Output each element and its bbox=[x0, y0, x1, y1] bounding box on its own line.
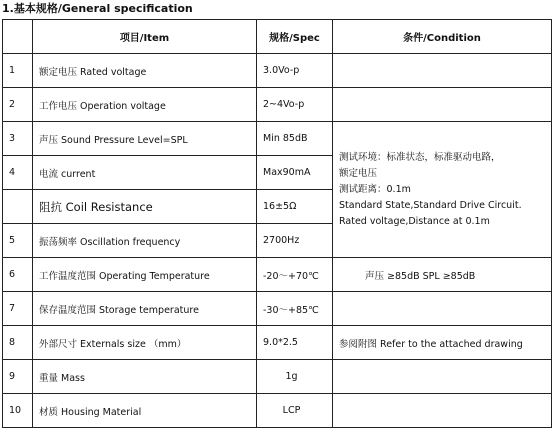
row-condition bbox=[333, 54, 552, 88]
header-condition: 条件/Condition bbox=[333, 20, 552, 54]
row-condition: 声压 ≥85dB SPL ≥85dB bbox=[333, 258, 552, 292]
row-condition bbox=[333, 292, 552, 326]
row-number: 1 bbox=[3, 54, 33, 88]
row-spec: 9.0*2.5 bbox=[257, 326, 333, 360]
row-item: 工作电压 Operation voltage bbox=[33, 88, 257, 122]
row-condition bbox=[333, 88, 552, 122]
row-number bbox=[3, 190, 33, 224]
row-condition: 参阅附图 Refer to the attached drawing bbox=[333, 326, 552, 360]
row-spec: -30～+85℃ bbox=[257, 292, 333, 326]
row-condition bbox=[333, 394, 552, 428]
section-title: 1.基本规格/General specification bbox=[2, 2, 193, 15]
row-number: 2 bbox=[3, 88, 33, 122]
row-condition bbox=[333, 360, 552, 394]
row-item: 振荡频率 Oscillation frequency bbox=[33, 224, 257, 258]
row-number: 5 bbox=[3, 224, 33, 258]
condition-line: 测试距离：0.1m bbox=[339, 183, 411, 195]
row-number: 8 bbox=[3, 326, 33, 360]
header-item: 项目/Item bbox=[33, 20, 257, 54]
condition-line: Rated voltage,Distance at 0.1m bbox=[339, 215, 490, 227]
row-spec: Max90mA bbox=[257, 156, 333, 190]
table-row bbox=[3, 292, 552, 326]
table-row bbox=[3, 54, 552, 88]
row-spec: Min 85dB bbox=[257, 122, 333, 156]
table-row bbox=[3, 88, 552, 122]
row-item: 额定电压 Rated voltage bbox=[33, 54, 257, 88]
row-number: 3 bbox=[3, 122, 33, 156]
header-spec: 规格/Spec bbox=[257, 20, 333, 54]
row-spec: 1g bbox=[257, 360, 333, 394]
header-no bbox=[3, 20, 33, 54]
row-item: 工作温度范围 Operating Temperature bbox=[33, 258, 257, 292]
row-number: 7 bbox=[3, 292, 33, 326]
row-item: 重量 Mass bbox=[33, 360, 257, 394]
row-item: 材质 Housing Material bbox=[33, 394, 257, 428]
row-spec: 2~4Vo-p bbox=[257, 88, 333, 122]
row-item: 阻抗 Coil Resistance bbox=[33, 190, 257, 224]
condition-line: 测试环境：标准状态，标准驱动电路， bbox=[339, 151, 501, 163]
row-number: 4 bbox=[3, 156, 33, 190]
row-spec: 3.0Vo-p bbox=[257, 54, 333, 88]
row-spec: LCP bbox=[257, 394, 333, 428]
row-item: 电流 current bbox=[33, 156, 257, 190]
table-row bbox=[3, 326, 552, 360]
condition-line: 额定电压 bbox=[339, 167, 378, 179]
row-number: 6 bbox=[3, 258, 33, 292]
row-item: 声压 Sound Pressure Level=SPL bbox=[33, 122, 257, 156]
row-spec: 16±5Ω bbox=[257, 190, 333, 224]
row-number: 9 bbox=[3, 360, 33, 394]
table-row bbox=[3, 258, 552, 292]
row-spec: -20～+70℃ bbox=[257, 258, 333, 292]
row-spec: 2700Hz bbox=[257, 224, 333, 258]
spec-table bbox=[2, 19, 552, 428]
condition-line: Standard State,Standard Drive Circuit. bbox=[339, 199, 522, 211]
row-item: 保存温度范围 Storage temperature bbox=[33, 292, 257, 326]
row-number: 10 bbox=[3, 394, 33, 428]
merged-test-condition bbox=[333, 122, 552, 258]
table-row bbox=[3, 122, 552, 156]
table-row bbox=[3, 360, 552, 394]
table-header-row bbox=[3, 20, 552, 54]
row-item: 外部尺寸 Externals size （mm） bbox=[33, 326, 257, 360]
table-row bbox=[3, 394, 552, 428]
